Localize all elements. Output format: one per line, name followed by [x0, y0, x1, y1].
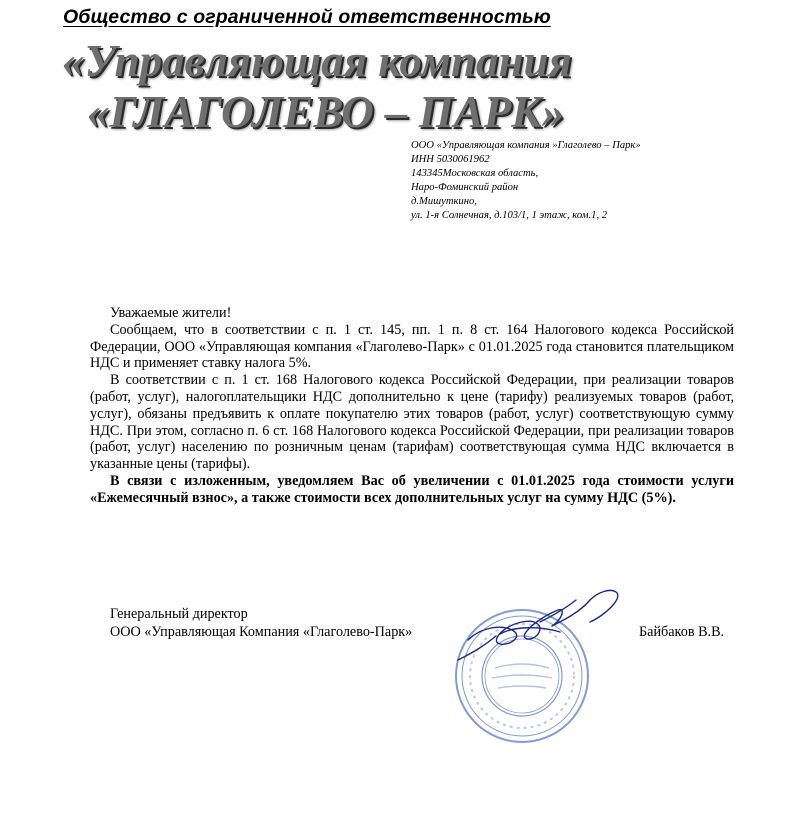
letter-paragraph-2: В соответствии с п. 1 ст. 168 Налогового кодекса Российской Федерации, при реализации товаров (работ, услуг), налогоплательщики НДС дополнительно к цене (тарифу) реализуемых товаров (работ, услуг), обязаны предъявить к оплате покупателю этих товаров (работ, услуг) соответствующую сумму НДС. При этом, согласно п. 6 ст. 168 Налогового кодекса Российской Федерации, при реализации товаров (работ, услуг) населению по розничным ценам (тарифам) соответствующая сумма НДС включается в указанные цены (тарифы). — [90, 372, 734, 473]
stamp-icon — [440, 586, 640, 746]
company-name-line1: «Управляющая компания — [62, 36, 572, 86]
company-name-line2: «ГЛАГОЛЕВО – ПАРК» — [87, 87, 565, 137]
address-inn: ИНН 5030061962 — [411, 154, 490, 165]
address-block — [411, 139, 641, 223]
signer-company: ООО «Управляющая Компания «Глаголево-Парк» — [110, 624, 413, 640]
address-district: Наро-Фоминский район — [411, 182, 519, 193]
letter-body — [90, 305, 734, 507]
address-company: ООО «Управляющая компания »Глаголево – Парк» — [411, 140, 641, 151]
address-region: 143345Московская область, — [411, 168, 539, 179]
signer-name: Байбаков В.В. — [639, 624, 725, 640]
letter-paragraph-3: В связи с изложенным, уведомляем Вас об увеличении с 01.01.2025 года стоимости услуги «Ежемесячный взнос», а также стоимости всех дополнительных услуг на сумму НДС (5%). — [90, 472, 734, 506]
org-form-heading: Общество с ограниченной ответственностью — [63, 6, 551, 28]
company-stamp-and-signature — [440, 586, 640, 746]
signer-position: Генеральный директор — [110, 606, 248, 622]
letter-greeting: Уважаемые жители! — [110, 305, 232, 321]
address-village: д.Мишуткино, — [411, 196, 477, 207]
address-street: ул. 1-я Солнечная, д.103/1, 1 этаж, ком.1, 2 — [411, 210, 608, 221]
letter-paragraph-1: Сообщаем, что в соответствии с п. 1 ст. 145, пп. 1 п. 8 ст. 164 Налогового кодекса Российской Федерации, ООО «Управляющая компания «Глаголево-Парк» с 01.01.2025 года становится плательщиком НДС и применяет ставку налога 5%. — [90, 321, 734, 372]
